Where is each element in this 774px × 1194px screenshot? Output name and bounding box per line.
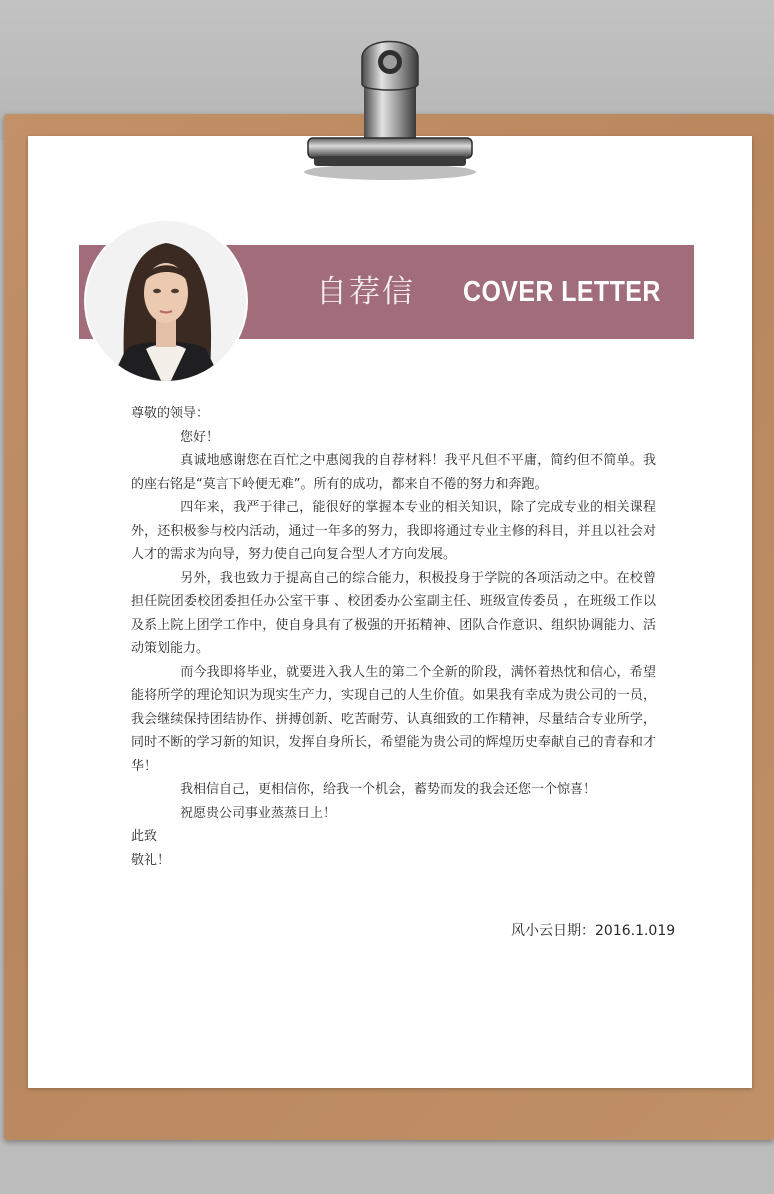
paragraph-4: 而今我即将毕业，就要进入我人生的第二个全新的阶段，满怀着热忱和信心，希望能将所学的理论知识为现实生产力，实现自己的人生价值。如果我有幸成为贵公司的一员，我会继续保持团结协作、拼搏创新、吃苦耐劳、认真细致的工作精神，尽量结合专业所学，同时不断的学习新的知识，发挥自身所长，希望能为贵公司的辉煌历史奉献自己的青春和才华！ [131,664,656,774]
portrait-image [86,221,246,381]
paragraph-5: 我相信自己，更相信你，给我一个机会，蓄势而发的我会还您一个惊喜！ [180,782,597,797]
closing-line-2: 敬礼！ [131,852,171,868]
greeting: 您好！ [180,429,220,445]
closing-line-1: 此致 [131,829,158,844]
avatar [86,221,246,381]
paragraph-3: 另外，我也致力于提高自己的综合能力，积极投身于学院的各项活动之中。在校曾担任院团委校团委担任办公室干事 、校团委办公室副主任、班级宣传委员 ，在班级工作以及系上院上团学工作中，使自身具有了极强的开拓精神、团队合作意识、组织协调能力、活动策划能力。 [131,570,656,656]
title-chinese: 自荐信 [316,274,415,310]
title-english: COVER LETTER [463,276,661,308]
paragraph-2: 四年来，我严于律己，能很好的掌握本专业的相关知识，除了完成专业的相关课程外，还积极参与校内活动，通过一年多的努力，我即将通过专业主修的科目，并且以社会对人才的需求为向导，努力使自己向复合型人才方向发展。 [131,500,656,562]
signature-date: 风小云日期：2016.1.019 [511,923,676,939]
paragraph-6: 祝愿贵公司事业蒸蒸日上！ [180,805,337,821]
paragraph-1: 真诚地感谢您在百忙之中惠阅我的自荐材料！我平凡但不平庸，简约但不简单。我的座右铭是“莫言下岭便无难”。所有的成功，都来自不倦的努力和奔跑。 [131,453,656,492]
salutation: 尊敬的领导： [131,406,210,421]
binder-clip-icon [300,22,480,182]
letter-body [131,402,656,872]
